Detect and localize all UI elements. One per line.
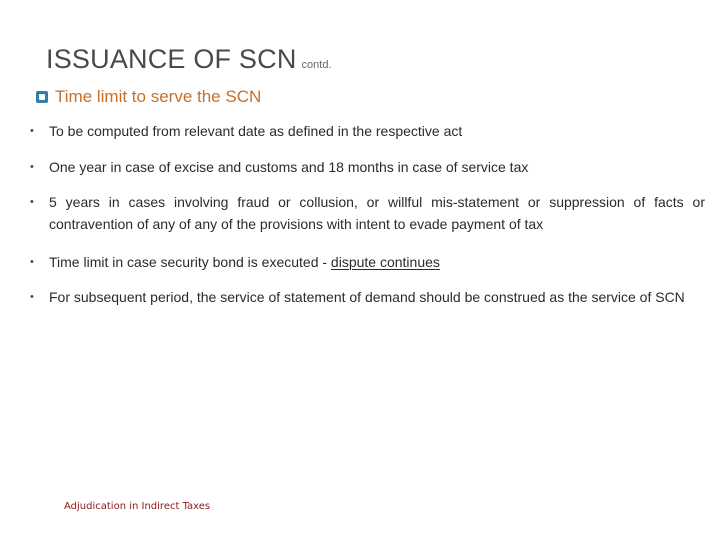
bullet-text: 5 years in cases involving fraud or collusion, or willful mis-statement or suppression of facts or contravention of any of any of the provisions with intent to evade payment of tax	[49, 194, 705, 232]
subheading-text: Time limit to serve the SCN	[55, 87, 262, 106]
bullet-text: One year in case of excise and customs and 18 months in case of service tax	[49, 159, 529, 175]
bullet-item	[30, 191, 705, 235]
bullet-dot-icon: •	[30, 256, 34, 268]
bullet-item	[30, 286, 705, 308]
title-main: ISSUANCE OF SCN	[46, 44, 297, 74]
bullet-dot-icon: •	[30, 291, 34, 303]
bullet-text: To be computed from relevant date as defined in the respective act	[49, 123, 463, 139]
slide-title	[46, 44, 332, 75]
dispute-continues-link[interactable]: dispute continues	[330, 254, 440, 270]
bullet-dot-icon: •	[30, 125, 34, 137]
bullet-dot-icon: •	[30, 161, 34, 173]
bullet-item	[30, 251, 705, 273]
bullet-text: Time limit in case security bond is executed -	[49, 254, 328, 270]
bullet-item	[30, 120, 705, 142]
bullet-text: For subsequent period, the service of statement of demand should be construed as the service of SCN	[49, 289, 685, 305]
bullet-item	[30, 156, 705, 178]
footer-text: Adjudication in Indirect Taxes	[64, 501, 211, 512]
title-suffix: contd.	[301, 59, 332, 71]
checkbox-square-bullet-icon	[36, 91, 48, 103]
subheading	[36, 87, 261, 107]
bullet-dot-icon: •	[30, 196, 34, 208]
